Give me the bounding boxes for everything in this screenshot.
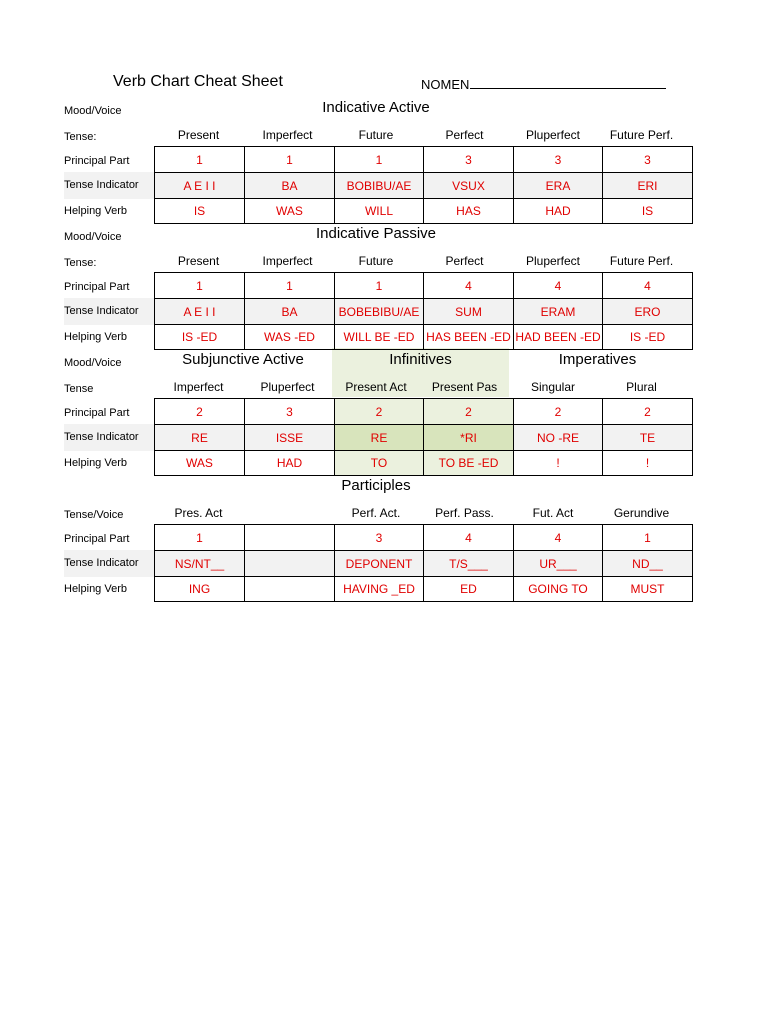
- table-cell: WAS -ED: [244, 324, 335, 350]
- table-cell: HAVING _ED: [334, 576, 424, 602]
- page-title: Verb Chart Cheat Sheet: [113, 73, 283, 90]
- table-cell: ING: [154, 576, 245, 602]
- table-cell: TO BE -ED: [423, 450, 514, 476]
- column-header: Gerundive: [613, 506, 670, 520]
- table-cell: ED: [423, 576, 514, 602]
- tense-label: Tense:: [64, 131, 97, 143]
- row-label-helping-verb: Helping Verb: [64, 457, 127, 469]
- table-cell: 3: [602, 146, 693, 173]
- table-cell: 1: [602, 524, 693, 551]
- table-cell: DEPONENT: [334, 550, 424, 577]
- table-cell: UR___: [513, 550, 603, 577]
- row-label-tense-indicator: Tense Indicator: [64, 298, 154, 325]
- table-cell: ERI: [602, 172, 693, 199]
- table-cell: BOBEBIBU/AE: [334, 298, 424, 325]
- table-cell: TO: [334, 450, 424, 476]
- table-cell: 1: [154, 272, 245, 299]
- table-cell: 1: [244, 272, 335, 299]
- table-cell: WAS: [154, 450, 245, 476]
- row-label-helping-verb: Helping Verb: [64, 583, 127, 595]
- column-header: Future: [358, 254, 394, 268]
- table-cell: 4: [513, 524, 603, 551]
- column-header: Fut. Act: [532, 506, 574, 520]
- table-participles: [155, 525, 693, 602]
- row-label-principal-part: Principal Part: [64, 281, 130, 293]
- column-header: Perf. Pass.: [435, 506, 494, 520]
- column-header: Present Pas: [431, 380, 498, 394]
- table-cell: 2: [154, 398, 245, 425]
- table-cell: WILL BE -ED: [334, 324, 424, 350]
- table-cell: T/S___: [423, 550, 514, 577]
- column-header: Pluperfect: [525, 254, 581, 268]
- section-heading-infinitives: Infinitives: [389, 351, 452, 368]
- table-cell: ERAM: [513, 298, 603, 325]
- table-cell: 3: [334, 524, 424, 551]
- table-cell: TE: [602, 424, 693, 451]
- column-header: Future Perf.: [609, 128, 674, 142]
- table-cell: IS -ED: [602, 324, 693, 350]
- table-cell: RE: [334, 424, 424, 451]
- table-cell: HAS BEEN -ED: [423, 324, 514, 350]
- mood-voice-label: Mood/Voice: [64, 105, 122, 117]
- table-cell: 4: [513, 272, 603, 299]
- table-cell: 2: [334, 398, 424, 425]
- table-cell: RE: [154, 424, 245, 451]
- column-header: Imperfect: [262, 254, 313, 268]
- table-cell: ND__: [602, 550, 693, 577]
- table-cell: [244, 524, 335, 551]
- table-cell: !: [513, 450, 603, 476]
- nomen-field: [421, 76, 666, 92]
- tense-label: Tense: [64, 383, 94, 395]
- column-header: Imperfect: [262, 128, 313, 142]
- tense-label: Tense:: [64, 257, 97, 269]
- table-cell: HAD: [513, 198, 603, 224]
- table-cell: IS: [154, 198, 245, 224]
- column-header: Present: [177, 254, 220, 268]
- table-cell: BOBIBU/AE: [334, 172, 424, 199]
- table-cell: ERO: [602, 298, 693, 325]
- table-cell: 4: [423, 524, 514, 551]
- table-indicative-passive: [155, 273, 693, 350]
- nomen-blank-line[interactable]: [470, 76, 666, 89]
- column-header: Plural: [626, 380, 657, 394]
- table-cell: 1: [334, 272, 424, 299]
- row-label-helping-verb: Helping Verb: [64, 205, 127, 217]
- mood-voice-label: Mood/Voice: [64, 357, 122, 369]
- row-label-principal-part: Principal Part: [64, 155, 130, 167]
- tense-voice-label: Tense/Voice: [64, 509, 124, 521]
- table-cell: 1: [334, 146, 424, 173]
- table-cell: 1: [154, 146, 245, 173]
- table-cell: NS/NT__: [154, 550, 245, 577]
- row-label-principal-part: Principal Part: [64, 533, 130, 545]
- column-header: Pres. Act: [174, 506, 223, 520]
- table-cell: 3: [244, 398, 335, 425]
- table-cell: ISSE: [244, 424, 335, 451]
- column-header: Future: [358, 128, 394, 142]
- table-indicative-active: [155, 147, 693, 224]
- section-heading-indicative-passive: Indicative Passive: [315, 225, 437, 242]
- table-cell: IS -ED: [154, 324, 245, 350]
- table-cell: 1: [154, 524, 245, 551]
- table-cell: 3: [423, 146, 514, 173]
- table-cell: SUM: [423, 298, 514, 325]
- table-cell: *RI: [423, 424, 514, 451]
- table-cell: 1: [244, 146, 335, 173]
- table-cell: 2: [602, 398, 693, 425]
- table-cell: [244, 576, 335, 602]
- table-cell: A E I I: [154, 172, 245, 199]
- section-heading-subjunctive-active: Subjunctive Active: [182, 351, 304, 368]
- table-cell: VSUX: [423, 172, 514, 199]
- table-cell: HAD: [244, 450, 335, 476]
- table-cell: 4: [423, 272, 514, 299]
- table-cell: WAS: [244, 198, 335, 224]
- table-cell: 3: [513, 146, 603, 173]
- table-cell: HAS: [423, 198, 514, 224]
- table-cell: [244, 550, 335, 577]
- row-label-principal-part: Principal Part: [64, 407, 130, 419]
- table-cell: MUST: [602, 576, 693, 602]
- table-cell: BA: [244, 172, 335, 199]
- column-header: Future Perf.: [609, 254, 674, 268]
- table-cell: ERA: [513, 172, 603, 199]
- column-header: Perfect: [445, 254, 484, 268]
- column-header: Perfect: [445, 128, 484, 142]
- row-label-helping-verb: Helping Verb: [64, 331, 127, 343]
- table-cell: 2: [423, 398, 514, 425]
- table-cell: 2: [513, 398, 603, 425]
- table-cell: !: [602, 450, 693, 476]
- nomen-label: NOMEN: [421, 77, 470, 92]
- column-header: Pluperfect: [525, 128, 581, 142]
- row-label-tense-indicator: Tense Indicator: [64, 172, 154, 199]
- section-heading-indicative-active: Indicative Active: [322, 99, 430, 116]
- section-heading-participles: Participles: [341, 477, 411, 494]
- table-cell: IS: [602, 198, 693, 224]
- column-header: Present Act: [345, 380, 407, 394]
- row-label-tense-indicator: Tense Indicator: [64, 550, 154, 577]
- table-cell: GOING TO: [513, 576, 603, 602]
- row-label-tense-indicator: Tense Indicator: [64, 424, 154, 451]
- table-cell: NO -RE: [513, 424, 603, 451]
- section-heading-imperatives: Imperatives: [558, 351, 637, 368]
- table-cell: HAD BEEN -ED: [513, 324, 603, 350]
- table-cell: 4: [602, 272, 693, 299]
- table-cell: A E I I: [154, 298, 245, 325]
- column-header: Singular: [530, 380, 576, 394]
- column-header: Perf. Act.: [351, 506, 401, 520]
- table-subjunctive-infinitives-imperatives: [155, 399, 693, 476]
- column-header: Imperfect: [173, 380, 224, 394]
- table-cell: BA: [244, 298, 335, 325]
- column-header: Present: [177, 128, 220, 142]
- mood-voice-label: Mood/Voice: [64, 231, 122, 243]
- column-header: Pluperfect: [260, 380, 315, 394]
- table-cell: WILL: [334, 198, 424, 224]
